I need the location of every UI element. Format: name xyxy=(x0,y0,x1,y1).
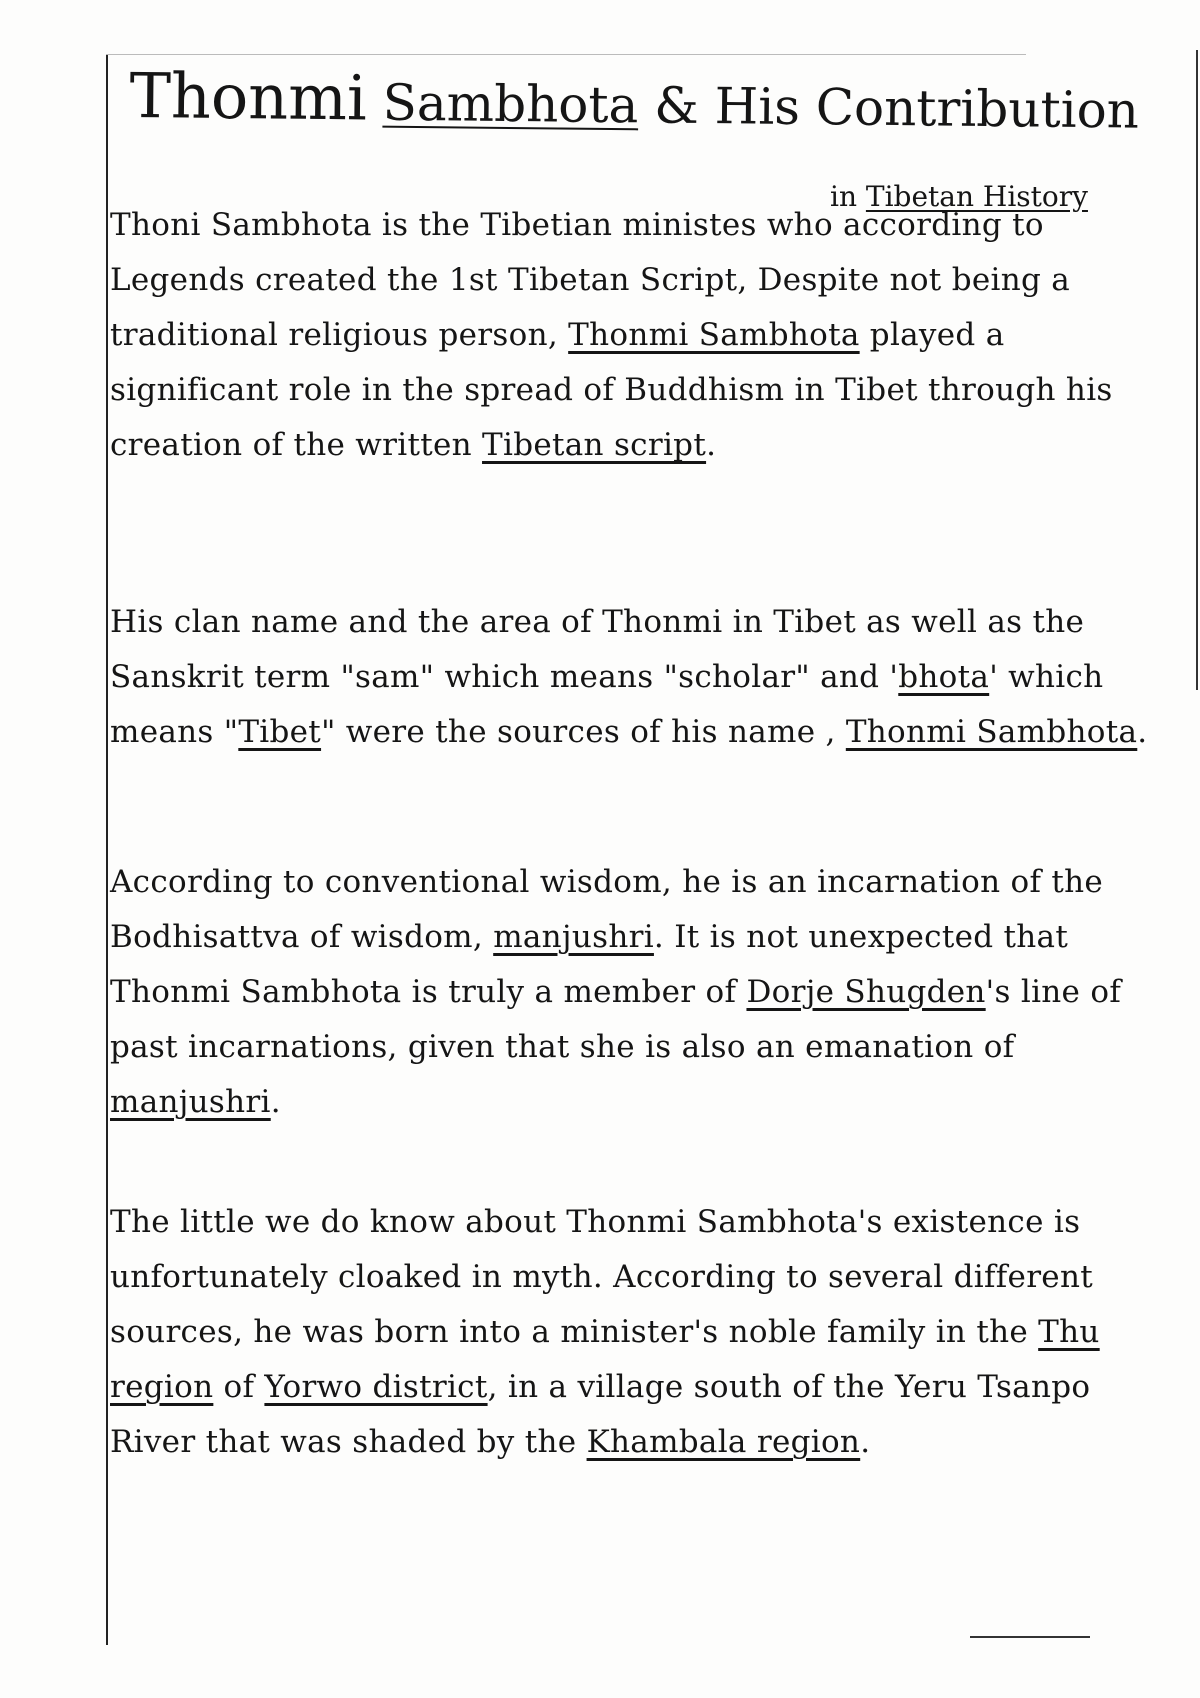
underlined-term: Tibet xyxy=(238,714,322,750)
underlined-term: Dorje Shugden xyxy=(746,974,986,1010)
text-segment: 's line of past incarnations, given that she is also an emanation of xyxy=(110,974,1122,1065)
paragraph-2 xyxy=(110,595,1180,760)
title-word-thonmi: Thonmi xyxy=(129,59,368,135)
text-segment: . xyxy=(1137,714,1148,750)
text-segment: of xyxy=(213,1369,265,1405)
page-top-rule xyxy=(106,54,1026,55)
subtitle-underlined: Tibetan History xyxy=(865,180,1088,213)
underlined-term: Thonmi Sambhota xyxy=(568,317,860,353)
underlined-term: Thu region xyxy=(110,1314,1100,1405)
paragraph-1 xyxy=(110,198,1180,473)
underlined-term: manjushri xyxy=(493,919,654,955)
page-right-edge-line xyxy=(1196,50,1198,690)
underlined-term: bhota xyxy=(898,659,990,695)
page-margin-line xyxy=(106,55,108,1645)
text-segment: ' which means " xyxy=(110,659,1104,750)
paragraph-4 xyxy=(110,1195,1180,1470)
text-segment: . It is not unexpected that Thonmi Sambhota is truly a member of xyxy=(110,919,1069,1010)
text-segment: His clan name and the area of Thonmi in Tibet as well as the Sanskrit term "sam" which means "scholar" and ' xyxy=(110,604,1085,695)
title-word-sambhota: Sambhota xyxy=(382,73,639,135)
underlined-term: manjushri xyxy=(110,1084,271,1120)
text-segment: , in a village south of the Yeru Tsanpo River that was shaded by the xyxy=(110,1369,1091,1460)
text-segment: The little we do know about Thonmi Sambhota's existence is unfortunately cloaked in myth. According to several different sources, he was born into a minister's noble family in the xyxy=(110,1204,1093,1350)
underlined-term: Thonmi Sambhota xyxy=(845,714,1138,750)
page-title xyxy=(129,59,1170,141)
text-segment: . xyxy=(706,427,717,463)
text-segment: . xyxy=(270,1084,281,1120)
subtitle-prefix: in xyxy=(830,180,857,213)
text-segment: played a significant role in the spread of Buddhism in Tibet through his creation of the written xyxy=(110,317,1113,463)
title-rest: & His Contribution xyxy=(653,76,1140,140)
text-segment: " were the sources of his name , xyxy=(321,714,846,750)
page-bottom-rule xyxy=(970,1636,1090,1638)
underlined-term: Yorwo district xyxy=(264,1369,488,1405)
text-segment: . xyxy=(860,1424,871,1460)
paragraph-3 xyxy=(110,855,1180,1130)
underlined-term: Tibetan script xyxy=(482,427,707,463)
underlined-term: Khambala region xyxy=(586,1424,861,1460)
text-segment: Thoni Sambhota is the Tibetian ministes who according to Legends created the 1st Tibetan Script, Despite not being a traditional religious person, xyxy=(110,207,1071,353)
text-segment: According to conventional wisdom, he is an incarnation of the Bodhisattva of wisdom, xyxy=(110,864,1104,955)
